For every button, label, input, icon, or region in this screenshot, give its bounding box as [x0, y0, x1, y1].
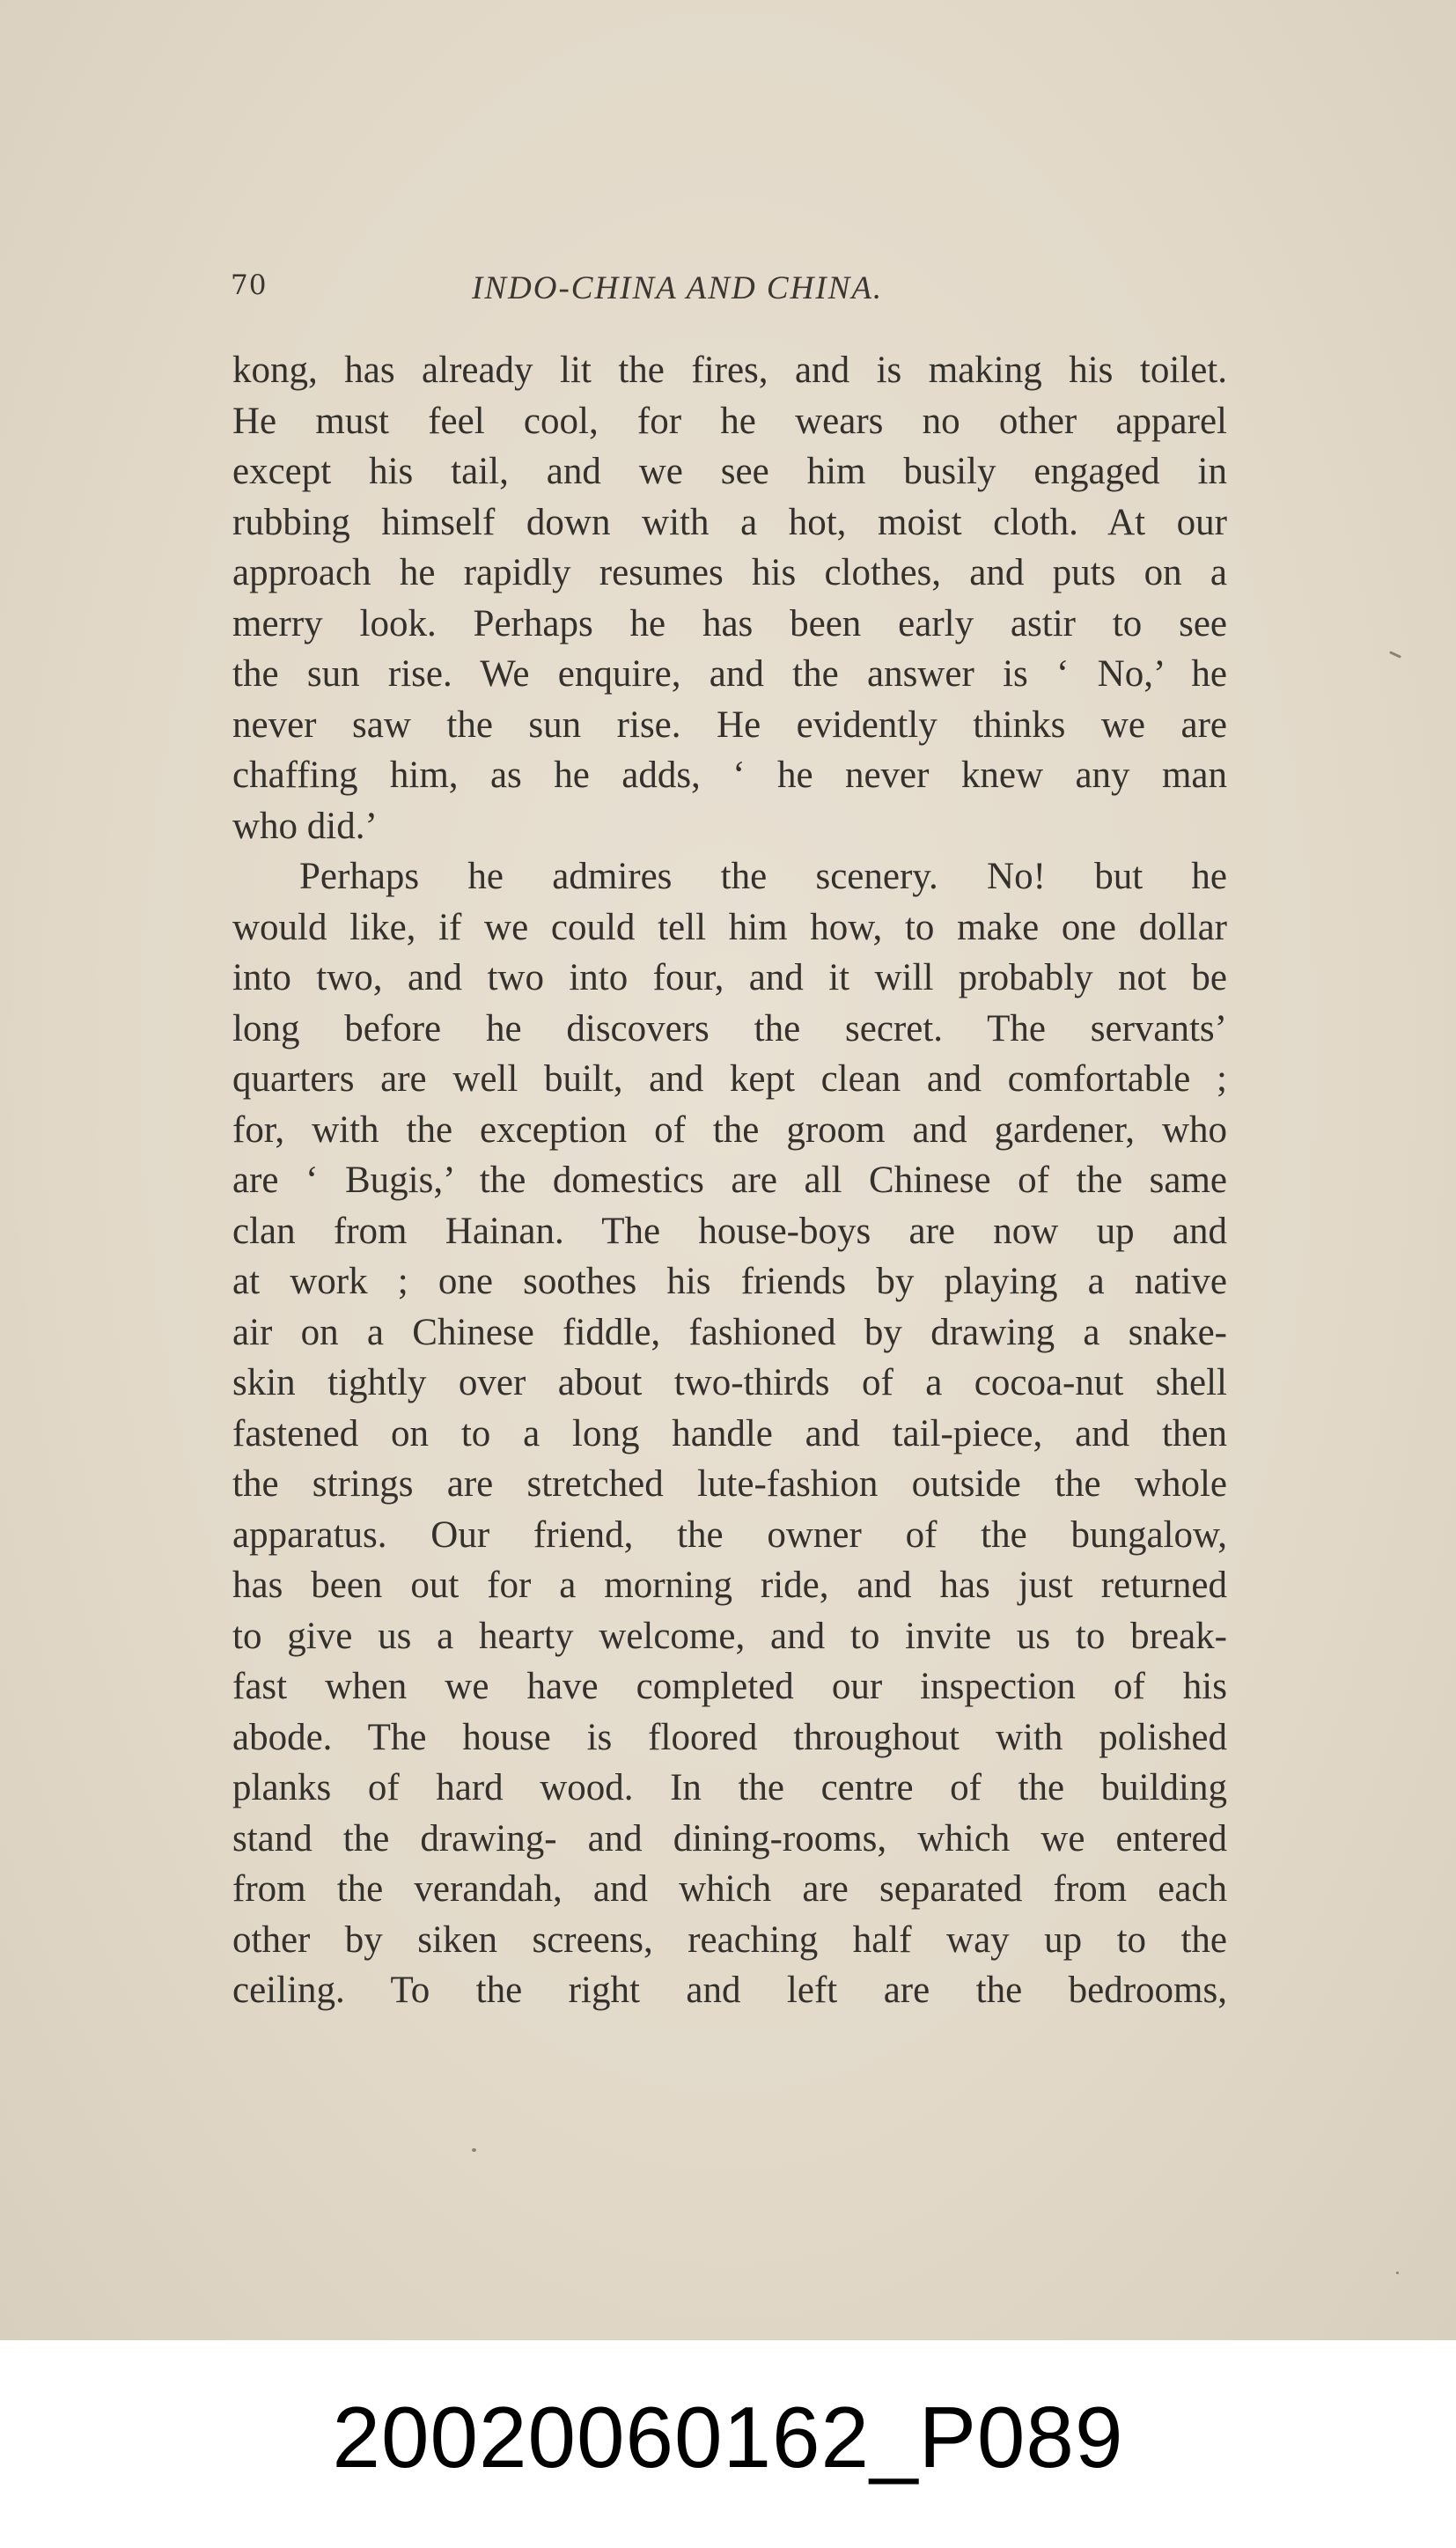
paragraph-end-line: who did.’ — [232, 805, 378, 847]
text-line: air on a Chinese fiddle, fashioned by drawing a snake- — [232, 1311, 1227, 1353]
text-line: other by siken screens, reaching half way up to the — [232, 1918, 1227, 1961]
text-line: chaffing him, as he adds, ‘ he never knew any man — [232, 755, 1227, 796]
text-line: stand the drawing- and dining-rooms, which we entered — [232, 1817, 1227, 1859]
text-line: long before he discovers the secret. The servants’ — [232, 1007, 1227, 1049]
text-line: has been out for a morning ride, and has just returned — [232, 1565, 1227, 1606]
text-line: the sun rise. We enquire, and the answer is ‘ No,’ he — [232, 653, 1227, 695]
text-line: skin tightly over about two-thirds of a cocoa-nut shell — [232, 1362, 1227, 1403]
text-line: fastened on to a long handle and tail-piece, and then — [232, 1412, 1227, 1454]
text-line: clan from Hainan. The house-boys are now up and — [232, 1210, 1227, 1252]
text-line: would like, if we could tell him how, to make one dollar — [232, 906, 1227, 948]
paper-speck — [1396, 2272, 1399, 2274]
text-line: merry look. Perhaps he has been early astir to see — [232, 602, 1227, 644]
text-line: kong, has already lit the fires, and is making his toilet. — [232, 350, 1227, 391]
paper-speck — [472, 2148, 476, 2152]
text-line: rubbing himself down with a hot, moist cloth. At our — [232, 501, 1227, 543]
text-line: quarters are well built, and kept clean and comfortable ; — [232, 1058, 1227, 1100]
body-text — [232, 345, 1227, 2016]
image-identifier-caption: 20020060162_P089 — [332, 2389, 1124, 2485]
text-line: apparatus. Our friend, the owner of the bungalow, — [232, 1513, 1227, 1556]
text-line: fast when we have completed our inspection of his — [232, 1666, 1227, 1707]
text-line: abode. The house is floored throughout with polished — [232, 1716, 1227, 1758]
paragraph-start-line: Perhaps he admires the scenery. No! but he — [299, 856, 1227, 897]
page-number: 70 — [231, 269, 268, 301]
paper-speck — [1389, 651, 1401, 659]
text-line: from the verandah, and which are separated from each — [232, 1868, 1227, 1910]
text-line: ceiling. To the right and left are the bedrooms, — [232, 1970, 1227, 2011]
text-line: are ‘ Bugis,’ the domestics are all Chinese of the same — [232, 1160, 1227, 1201]
text-line: for, with the exception of the groom and gardener, who — [232, 1108, 1227, 1151]
page-header — [231, 269, 1229, 313]
text-line: planks of hard wood. In the centre of the building — [232, 1767, 1227, 1808]
text-line: He must feel cool, for he wears no other apparel — [232, 400, 1227, 442]
text-line: the strings are stretched lute-fashion outside the whole — [232, 1463, 1227, 1505]
text-line: to give us a hearty welcome, and to invite us to break- — [232, 1615, 1227, 1657]
text-line: never saw the sun rise. He evidently thinks we are — [232, 703, 1227, 746]
text-line: into two, and two into four, and it will probably not be — [232, 957, 1227, 998]
text-line: except his tail, and we see him busily engaged in — [232, 451, 1227, 492]
text-line: approach he rapidly resumes his clothes, and puts on a — [232, 552, 1227, 593]
running-title: INDO-CHINA AND CHINA. — [472, 270, 884, 306]
text-line: at work ; one soothes his friends by playing a native — [232, 1261, 1227, 1302]
